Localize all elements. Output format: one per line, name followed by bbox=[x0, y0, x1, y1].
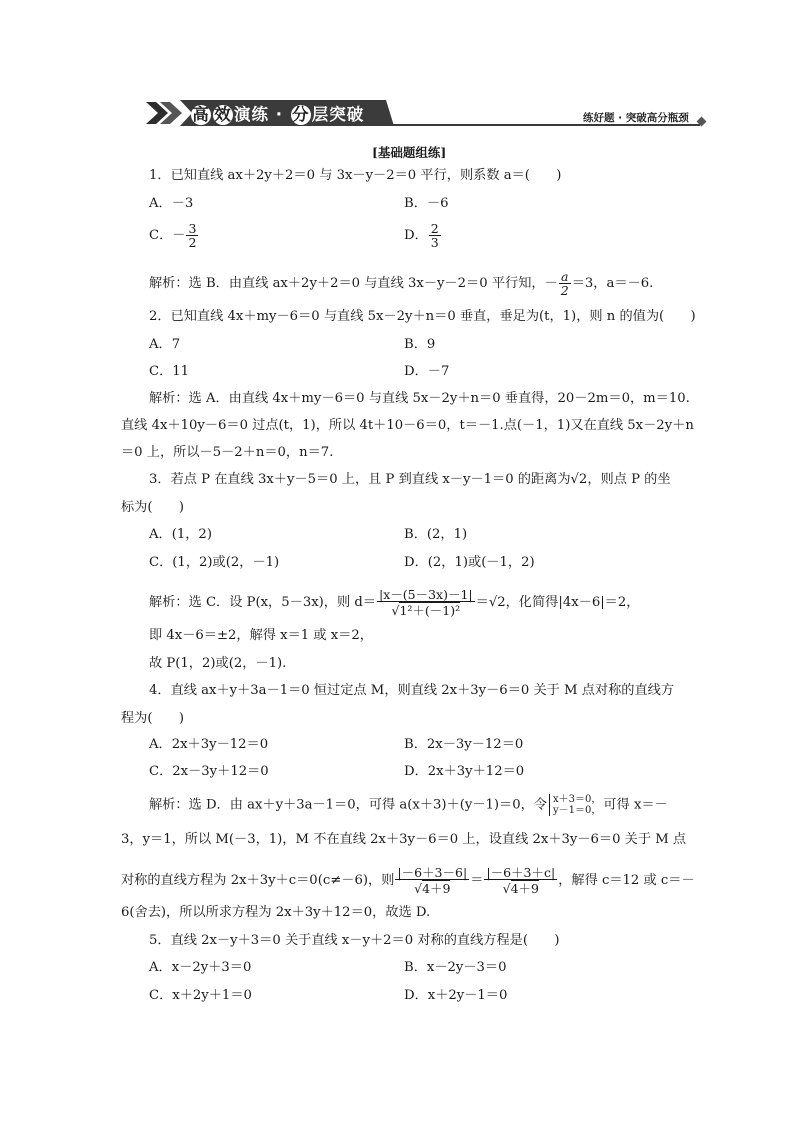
q4-option-d: D．2x＋3y＋12＝0 bbox=[404, 764, 525, 779]
q2-stem: 2．已知直线 4x＋my－6＝0 与直线 5x－2y＋n＝0 垂直，垂足为(t，1)，则 n 的值为( ) bbox=[149, 309, 696, 324]
q4-solution-line4: 6(舍去)，所以所求方程为 2x＋3y＋12＝0，故选 D. bbox=[121, 905, 431, 920]
q3-stem-line1: 3．若点 P 在直线 3x＋y－5＝0 上，且 P 到直线 x－y－1＝0 的距离为√2，则点 P 的坐 bbox=[149, 472, 671, 487]
header-tagline: 练好题 · 突破高分瓶颈 bbox=[583, 112, 689, 124]
q3-option-c: C．(1，2)或(2，－1) bbox=[149, 555, 280, 570]
q4-solution-line1: 解析：选 D．由 ax＋y＋3a－1＝0，可得 a(x＋3)＋(y－1)＝0，令 x＋3＝0， y－1＝0， 可得 x＝－ bbox=[149, 794, 668, 816]
q5-option-c: C．x＋2y＋1＝0 bbox=[149, 988, 252, 1003]
q4-solution-line3: 对称的直线方程为 2x＋3y＋c＝0(c≠－6)，则 $\frac{|-6+3-6|}{√4+9}$ ＝ $\frac{|-6+3+c|}{√4+9}$ ，解得 c＝12 或 c＝－ bbox=[121, 865, 695, 896]
q3-solution-line2: 即 4x－6＝±2，解得 x＝1 或 x＝2， bbox=[149, 628, 373, 643]
q4-solution-line2: 3，y＝1，所以 M(－3，1)，M 不在直线 2x＋3y－6＝0 上，设直线 2x＋3y－6＝0 关于 M 点 bbox=[121, 832, 687, 847]
q1-solution: 解析：选 B．由直线 ax＋2y＋2＝0 与直线 3x－y－2＝0 平行知，－ $\frac{a}{2}$ ＝3，a＝－6. bbox=[149, 269, 654, 298]
q2-solution-line3: ＝0 上，所以－5－2＋n＝0，n＝7. bbox=[121, 445, 334, 460]
section-title: [基础题组练] bbox=[372, 145, 447, 160]
q3-solution-line1: 解析：选 C．设 P(x，5－3x)，则 d＝ $\frac{|x-(5-3x)-1|}{\text{√1²＋(－1)²}}$ ＝√2，化简得|4x－6|＝2， bbox=[149, 587, 640, 618]
q1-stem: 1．已知直线 ax＋2y＋2＝0 与 3x－y－2＝0 平行，则系数 a＝( ) bbox=[149, 168, 562, 183]
q3-option-d: D．(2，1)或(－1，2) bbox=[404, 555, 535, 570]
q2-option-d: D．－7 bbox=[404, 364, 450, 379]
q2-solution-line1: 解析：选 A．由直线 4x＋my－6＝0 与直线 5x－2y＋n＝0 垂直得，20－2m＝0，m＝10. bbox=[149, 391, 690, 406]
q2-option-c: C．11 bbox=[149, 364, 190, 379]
q4-option-b: B．2x－3y－12＝0 bbox=[404, 737, 524, 752]
q5-option-d: D．x＋2y－1＝0 bbox=[404, 988, 508, 1003]
q3-stem-line2: 标为( ) bbox=[121, 500, 185, 515]
q1-option-d: D． $\frac{2}{3}$ bbox=[404, 221, 439, 250]
q3-option-b: B．(2，1) bbox=[404, 527, 468, 542]
q2-option-b: B．9 bbox=[404, 337, 436, 352]
q3-solution-line3: 故 P(1，2)或(2，－1). bbox=[149, 656, 287, 671]
q5-option-a: A．x－2y＋3＝0 bbox=[149, 960, 252, 975]
q1-option-b: B．－6 bbox=[404, 196, 449, 211]
q1-option-c: C．－ $\frac{3}{2}$ bbox=[149, 221, 197, 250]
q3-option-a: A．(1，2) bbox=[149, 527, 212, 542]
q4-option-c: C．2x－3y＋12＝0 bbox=[149, 764, 269, 779]
q2-solution-line2: 直线 4x＋10y－6＝0 过点(t，1)，所以 4t＋10－6＝0，t＝－1.点(－1，1)又在直线 5x－2y＋n bbox=[121, 418, 694, 433]
q5-stem: 5．直线 2x－y＋3＝0 关于直线 x－y＋2＝0 对称的直线方程是( ) bbox=[149, 933, 560, 948]
q5-option-b: B．x－2y－3＝0 bbox=[404, 960, 507, 975]
q2-option-a: A．7 bbox=[149, 337, 181, 352]
q4-stem-line2: 程为( ) bbox=[121, 711, 185, 726]
q4-option-a: A．2x＋3y－12＝0 bbox=[149, 737, 269, 752]
q1-option-a: A．－3 bbox=[149, 196, 194, 211]
banner-title: 高 效 演练 · 分 层突破 bbox=[192, 105, 365, 124]
q4-stem-line1: 4．直线 ax＋y＋3a－1＝0 恒过定点 M，则直线 2x＋3y－6＝0 关于 M 点对称的直线方 bbox=[149, 683, 675, 698]
